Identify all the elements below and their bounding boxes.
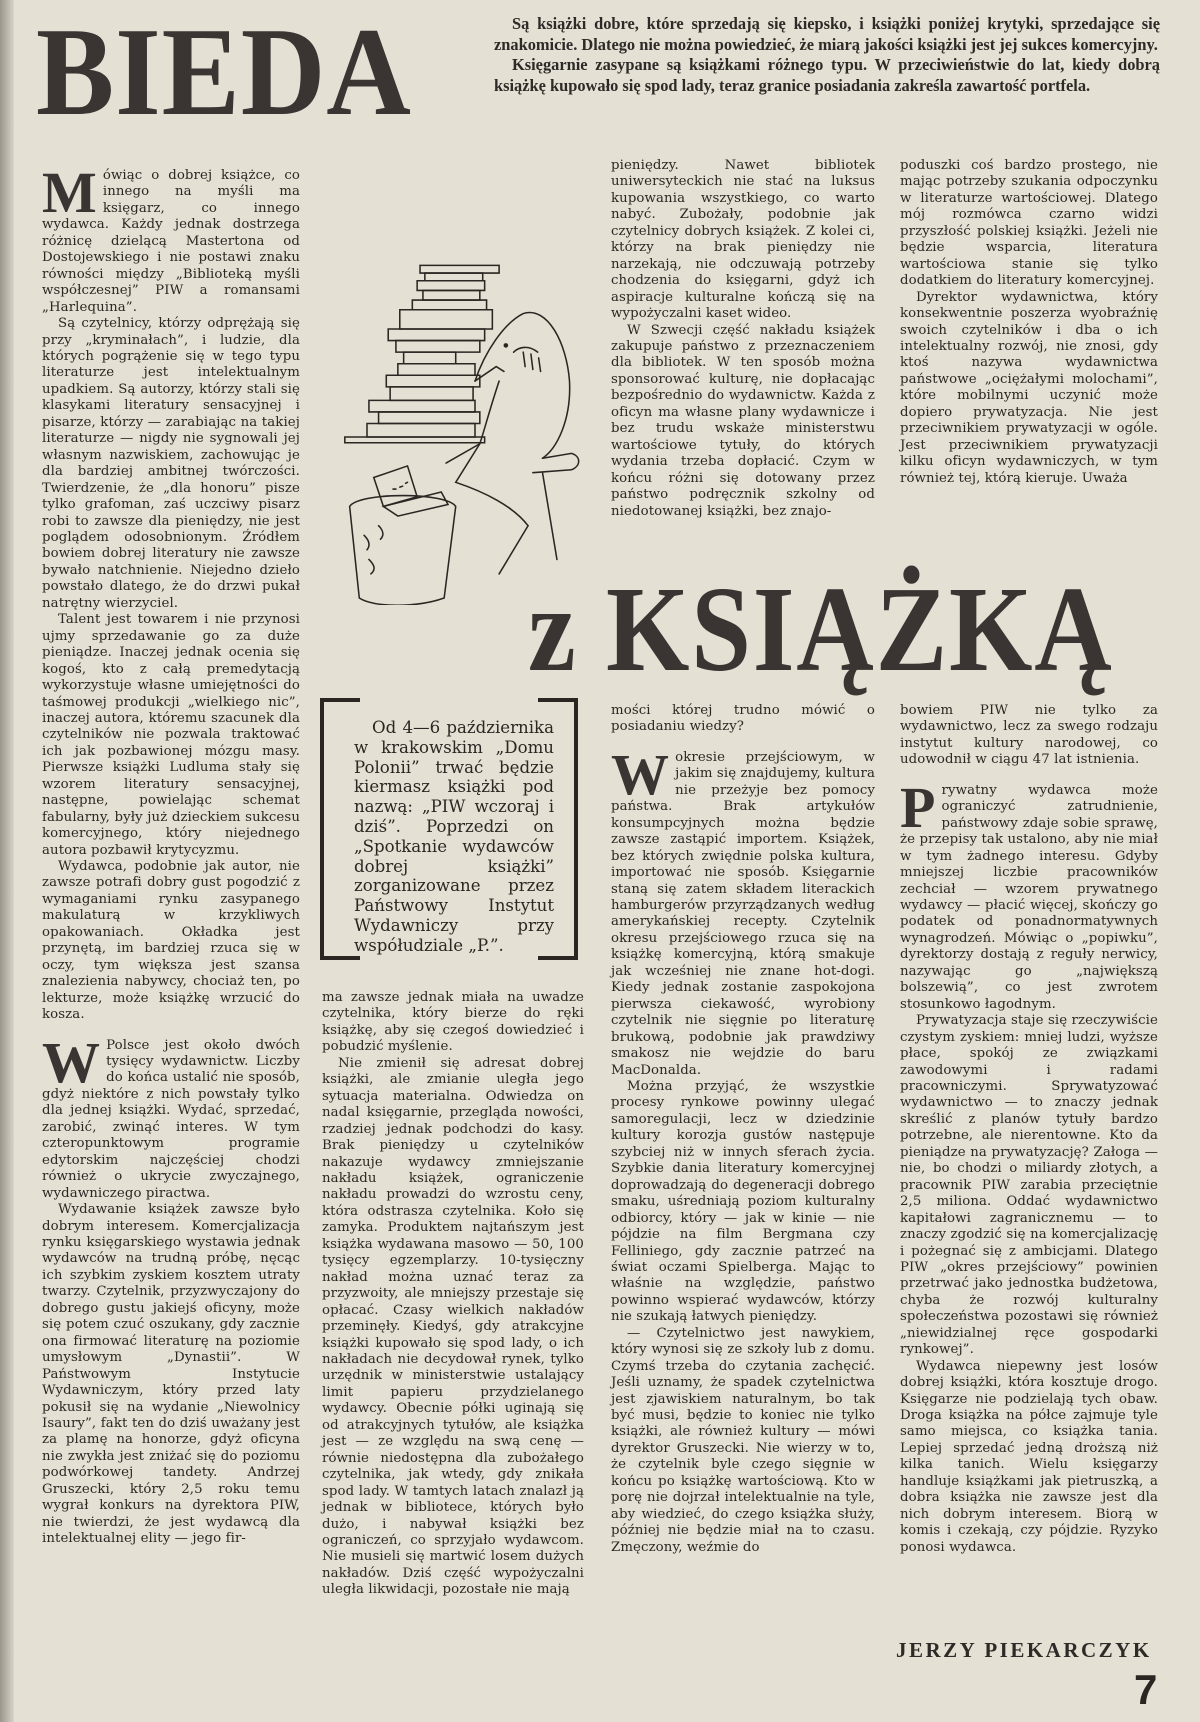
paragraph: — Czytelnictwo jest nawykiem, który wynosi się ze szkoły lub z domu. Czymś trzeba do czytania zachęcić. Jeśli uznamy, że spadek czytelnictwa jest zjawiskiem naturalnym, bo tak być musi, będzie to koniec nie tylko książki, ale również kultury — mówi dyrektor Gruszecki. Nie wierzy w to, że czytelnik byle czego sięgnie w końcu po książkę wartościową. Kto w porę nie dojrzał intelektualnie na tyle, aby wiedzieć, do czego książka służy, później nie będzie miał na to czasu. Zmęczony, weźmie do [611, 1325, 875, 1555]
paragraph: Prywatny wydawca może ograniczyć zatrudnienie, państwowy zdaje sobie sprawę, że przepisy tak ustalono, aby nie miał w tym żadnego interesu. Gdyby mniejszej liczbie pracowników zechciał — wzorem prywatnego wydawcy — płacić więcej, skończy go podatek od ponadnormatywnych wynagrodzeń. Mówiąc o „popiwku”, dyrektorzy dostają z reguły nerwicy, nazywając go „największą bolszewią”, co jest zwrotem stosunkowo łagodnym. [900, 774, 1158, 1012]
boxed-notice [320, 698, 578, 960]
paragraph: Dyrektor wydawnictwa, który konsekwentnie poszerza wyobraźnię swoich czytelników i dba o ich intelektualny rozwój, nie znosi, gdy ktoś nazywa wydawnictwa państwowe „ociężałymi molochami”, które mobilnymi uczynić może dopiero prywatyzacja. Nie jest przeciwnikiem prywatyzacji w ogóle. Jest przeciwnikiem prywatyzacji kilku oficyn wydawniczych, w tym również tej, którą kieruje. Uważa [900, 289, 1158, 486]
paragraph: Mówiąc o dobrej książce, co innego na myśli ma księgarz, co innego wydawca. Każdy jednak dostrzega różnicę dzielącą Mastertona od Dostojewskiego i nie postawi znaku równości między „Biblioteką myśli współczesnej” PIW a romansami „Harlequina”. [42, 160, 300, 315]
paragraph: W Polsce jest około dwóch tysięcy wydawnictw. Liczby do końca ustalić nie sposób, gdyż niektóre z nich powstały tylko dla jednej książki. Wydać, sprzedać, zarobić, zwinąć interes. W tym czteropunktowym programie edytorskim najczęściej chodzi również o ukrycie zwyczajnego, wydawniczego piractwa. [42, 1029, 300, 1201]
column-4-bottom [900, 703, 1158, 1556]
lead-paragraph: Są książki dobre, które sprzedają się kiepsko, i książki poniżej krytyki, sprzedające się znakomicie. Dlatego nie można powiedzieć, że miarą jakości książki jest jej sukces komercyjny. [494, 14, 1160, 54]
column-4-top [900, 158, 1158, 487]
paragraph: Wydawca, podobnie jak autor, nie zawsze potrafi dobry gust pogodzić z wymaganiami rynku zasypanego makulaturą w krzykliwych opakowaniach. Okładka jest przynętą, im bardziej rzuca się w oczy, tym większa jest szansa znalezienia nabywcy, chociaż ten, po lekturze, może książkę wrzucić do kosza. [42, 859, 300, 1023]
paragraph: Są czytelnicy, którzy odprężają się przy „kryminałach”, i ludzie, dla których pogrążenie się w tego typu literaturze jest intelektualnym upadkiem. Są autorzy, którzy stali się klasykami literatury sensacyjnej i pisarze, którzy — zarabiając na takiej literaturze — nigdy nie sygnowali jej własnym nazwiskiem, zachowując je dla bardziej ambitnej twórczości. Twierdzenie, że „dla honoru” pisze tylko grafoman, zaś uczciwy pisarz robi to zawsze dla pieniędzy, nie jest poglądem odosobnionym. Źródłem bowiem dobrej literatury nie zawsze bywało natchnienie. Niejedno dzieło powstało dlatego, że do drzwi pukał natrętny wierzyciel. [42, 316, 300, 611]
drop-cap: M [42, 160, 97, 225]
paragraph: bowiem PIW nie tylko za wydawnictwo, lecz za swego rodzaju instytut kultury narodowej, co udowodnił w ciągu 47 lat istnienia. [900, 703, 1158, 768]
column-3-top [611, 158, 875, 520]
column-2-bottom [322, 990, 584, 1599]
paragraph: mości której trudno mówić o posiadaniu wiedzy? [611, 703, 875, 735]
column-1 [42, 160, 300, 1548]
notice-text: Od 4—6 października w krakowskim „Domu Polonii” trwać będzie kiermasz książki pod nazwą: „PIW wczoraj i dziś”. Poprzedzi on „Spotkanie wydawców dobrej książki” zorganizowane przez Państwowy Instytut Wydawniczy przy współudziale „P.”. [354, 718, 554, 955]
page-number: 7 [1134, 1666, 1158, 1713]
paragraph: poduszki coś bardzo prostego, nie mając potrzeby szukania odpoczynku w literaturze wartościowej. Dlatego mój rozmówca czarno widzi przyszłość polskiej książki. Jeżeli nie będzie wsparcia, literatura wartościowa stanie się tylko dodatkiem do literatury komercyjnej. [900, 158, 1158, 289]
paragraph: Wokresie przejściowym, w jakim się znajdujemy, kultura nie przeżyje bez pomocy państwa. Brak artykułów konsumpcyjnych można będzie zawsze zastąpić importem. Książek, bez których zwiędnie polska kultura, importować nie sposób. Księgarnie staną się zatem składem literackich hamburgerów przyrządzanych według amerykańskiej recepty. Czytelnik okresu przejściowego rzuca się na książkę komercyjną, którą smakuje jak wcześniej nie znane hot-dogi. Kiedy jednak zostanie zaspokojona pierwsza ciekawość, wyrobiony czytelnik nie sięgnie po literaturę brukową, podobnie jak prawdziwy smakosz nie wejdzie do baru MacDonalda. [611, 741, 875, 1078]
drop-cap: W [611, 741, 670, 807]
paragraph: Można przyjąć, że wszystkie procesy rynkowe powinny ulegać samoregulacji, lecz w dziedzinie kultury korozja gustów następuje szybciej niż w innych sferach życia. Szybkie dania literatury komercyjnej doprowadzają do degeneracji dobrego smaku, uśredniają poziom kulturalny odbiorcy, który — jak w kinie — nie pójdzie na film Bergmana czy Felliniego, gdy zacznie patrzeć na świat oczami Spielberga. Mając to właśnie na względzie, państwo powinno wspierać wydawców, którzy nie szukają łatwych pieniędzy. [611, 1078, 875, 1325]
paragraph: W Szwecji część nakładu książek zakupuje państwo z przeznaczeniem dla bibliotek. W ten sposób można sponsorować kulturę, nie dopłacając bezpośrednio do wydawnictw. Każda z oficyn ma własne plany wydawnicze i bez trudu wskaże ministerstwu wartościowe tytuły, do których wydania trzeba dopłacić. Czym w końcu różni się dotowany przez państwo podręcznik szkolny od niedotowanej książki, bez znajo- [611, 322, 875, 519]
column-3-bottom [611, 703, 875, 1556]
author-byline: JERZY PIEKARCZYK [896, 1638, 1152, 1662]
headline-top: BIEDA [36, 3, 412, 142]
paragraph: Nie zmienił się adresat dobrej książki, ale zmianie uległa jego sytuacja materialna. Odwiedza on nadal księgarnie, przegląda nowości, rzadziej jednak podchodzi do kasy. Brak pieniędzy u czytelników nakazuje wydawcy zmniejszanie nakładu książek, ograniczenie nakładu prowadzi do wzrostu ceny, która odstrasza czytelnika. Koło się zamyka. Produktem najtańszym jest książka wydawana masowo — 50, 100 tysięcy egzemplarzy. 10-tysięczny nakład można uznać teraz za przyzwoity, ale mniejszy przestaje się opłacać. Czasy wielkich nakładów przeminęły. Kiedyś, gdy atrakcyjne książki kupowało się spod lady, o ich nakładach nie decydował rynek, tylko urzędnik w ministerstwie ustalający limit papieru przydzielanego wydawcy. Obecnie półki uginają się od atrakcyjnych tytułów, ale książka jest — ze względu na swą cenę — równie niedostępna dla zubożałego czytelnika, jak wtedy, gdy znikała spod lady. W tamtych latach znalazł ją jednak w bibliotece, których było dużo, i nabywał książki bez ograniczeń, co sprzyjało wydawcom. Nie musieli się martwić losem dużych nakładów. Dziś część wypożyczalni uległa likwidacji, pozostałe nie mają [322, 1055, 584, 1598]
article-lead [494, 14, 1160, 96]
paragraph: ma zawsze jednak miała na uwadze czytelnika, który bierze do ręki książkę, aby się czegoś dowiedzieć i pobudzić myślenie. [322, 990, 584, 1055]
lead-paragraph: Księgarnie zasypane są książkami różnego typu. W przeciwieństwie do lat, kiedy dobrą książkę kupowało się spod lady, teraz granice posiadania zakreśla zawartość portfela. [494, 55, 1160, 95]
illustration-man-with-books-icon [340, 215, 610, 605]
page-edge-shadow [0, 0, 14, 1722]
drop-cap: P [900, 774, 936, 840]
paragraph: Wydawanie książek zawsze było dobrym interesem. Komercjalizacja rynku księgarskiego wystawia jednak wydawców na trudną próbę, nęcąc ich szybkim zyskiem kosztem utraty twarzy. Czytelnik, przyzwyczajony do dobrego gustu jakiejś oficyny, może się potem czuć oszukany, gdy zacznie ona firmować literaturę na poziomie umysłowym „Dynastii”. W Państwowym Instytucie Wydawniczym, który przed laty pokusił się na wydanie „Niewolnicy Isaury”, fakt ten do dziś uważany jest za plamę na honorze, gdyż oficyna nie zwykła jest zniżać się do poziomu podwórkowej tandety. Andrzej Gruszecki, który 2,5 roku temu wygrał konkurs na dyrektora PIW, nie twierdzi, że jest wydawcą dla intelektualnej elity — jego fir- [42, 1202, 300, 1547]
drop-cap: W [42, 1029, 101, 1095]
paragraph: pieniędzy. Nawet bibliotek uniwersyteckich nie stać na luksus kupowania wszystkiego, co warto nabyć. Zubożały, podobnie jak czytelnicy dobrych książek. Z kolei ci, którzy na brak pieniędzy nie narzekają, nie odczuwają potrzeby chodzenia do księgarni, gdyż ich aspiracje kulturalne kończą się na wypożyczalni kaset wideo. [611, 158, 875, 322]
paragraph: Talent jest towarem i nie przynosi ujmy sprzedawanie go za duże pieniądze. Inaczej jednak ocenia się kogoś, kto z całą premedytacją wykorzystuje własne umiejętności do taśmowej produkcji „wielkiego nic”, inaczej autora, któremu szacunek dla czytelników nie pozwala traktować ich jak pozbawionej mózgu masy. Pierwsze książki Ludluma stały się wzorem literatury sensacyjnej, następne, powielając schemat fabularny, były już dzieckiem sukcesu komercyjnego, który niejednego autora pozbawił krytycyzmu. [42, 612, 300, 858]
paragraph: Wydawca niepewny jest losów dobrej książki, która kosztuje drogo. Księgarze nie podzielają tych obaw. Droga książka na półce zajmuje tyle samo miejsca, co książka tania. Lepiej sprzedać jedną droższą niż kilka tanich. Wielu księgarzy handluje książkami jak pietruszką, a dobra książka nie zawsze jest dla nich dobrym interesem. Biorą w komis i czekają, czy pójdzie. Ryzyko ponosi wydawca. [900, 1358, 1158, 1555]
paragraph: Prywatyzacja staje się rzeczywiście czystym zyskiem: mniej ludzi, wyższe płace, spokój ze związkami zawodowymi i radami pracowniczymi. Sprywatyzować wydawnictwo — to znaczy jednak skreślić z planów tytuły bardzo potrzebne, ale nierentowne. Kto da pieniądze na prywatyzację? Załoga — nie, bo chodzi o miliardy złotych, a pracownik PIW zarabia przeciętnie 2,5 miliona. Oddać wydawnictwo kapitałowi zagranicznemu — to znaczy zgodzić się na komercjalizację i pożegnać się z ambicjami. Dlatego PIW „okres przejściowy” powinien przetrwać jako jednostka budżetowa, chyba że rozwój kulturalny społeczeństwa pozostawi się również „niewidzialnej ręce gospodarki rynkowej”. [900, 1013, 1158, 1358]
headline-bottom: z KSIĄŻKĄ [528, 562, 1114, 697]
